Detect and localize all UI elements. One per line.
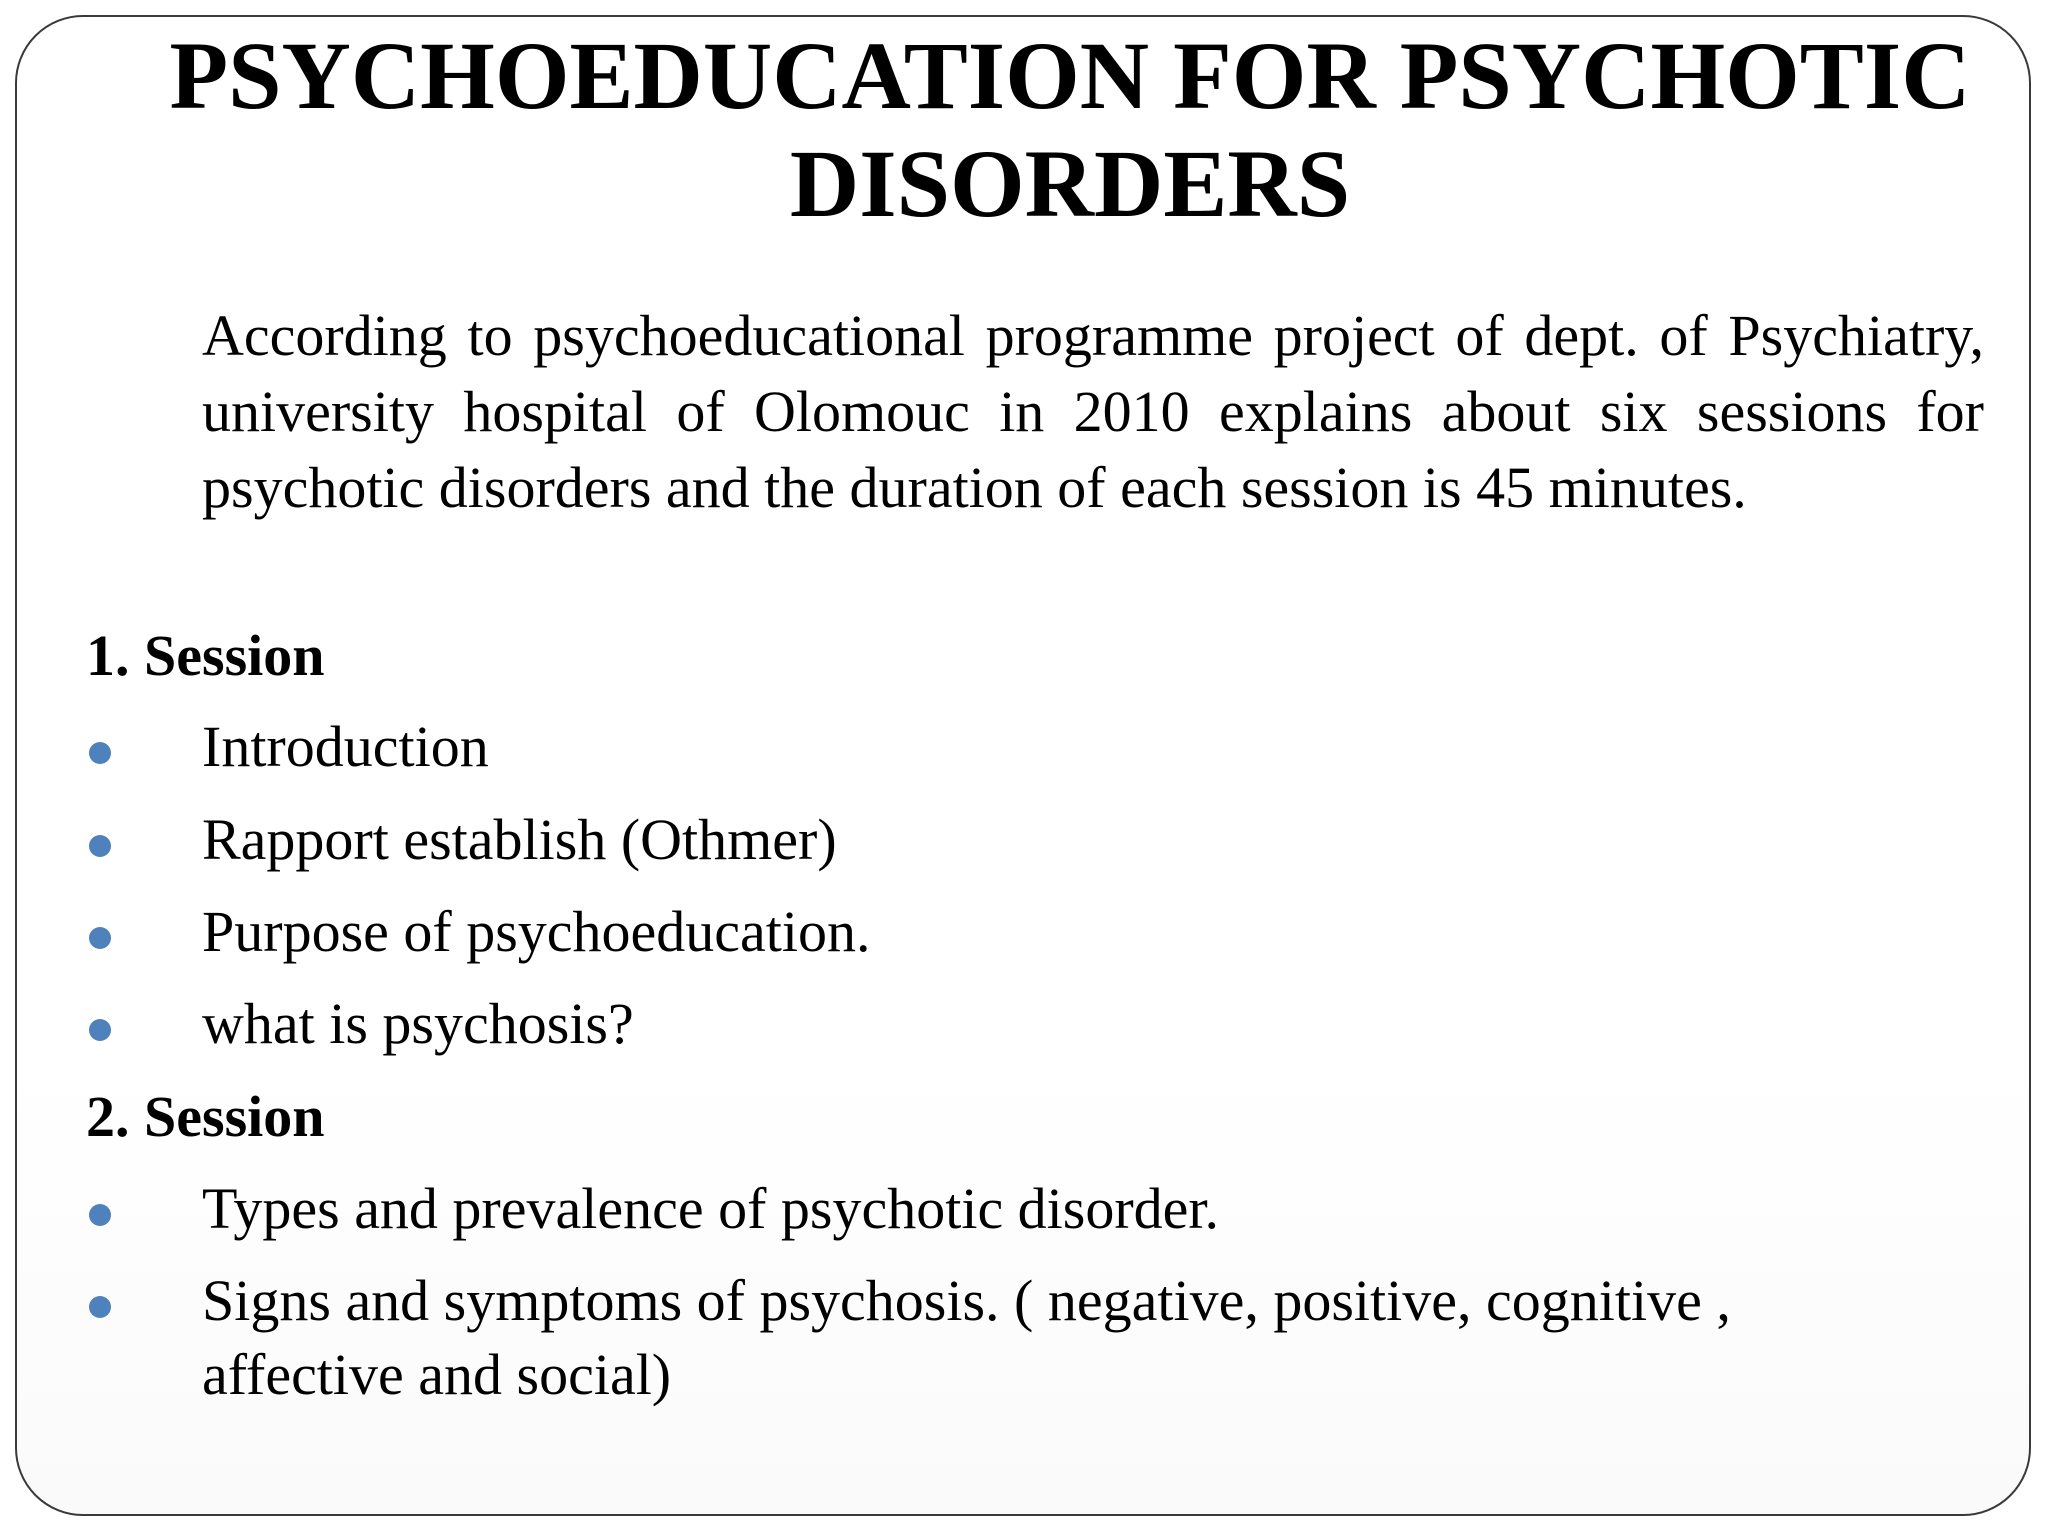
slide-title-line-1: PSYCHOEDUCATION FOR PSYCHOTIC (169, 22, 1971, 129)
bullet-icon (89, 835, 111, 857)
bullet-icon (89, 742, 111, 764)
list-item (0, 710, 2048, 790)
slide-title-line-2: DISORDERS (789, 130, 1351, 237)
list-item-text-line-2: affective and social) (202, 1342, 672, 1407)
list-item (0, 987, 2048, 1067)
list-item (0, 803, 2048, 883)
list-item-text-line-1: Signs and symptoms of psychosis. ( negative, positive, cognitive , (202, 1268, 1731, 1333)
slide-title (100, 22, 2040, 238)
list-item-text: Types and prevalence of psychotic disorder. (202, 1176, 1220, 1241)
session-1-heading: 1. Session (86, 623, 325, 688)
list-item (0, 1172, 2048, 1252)
list-item (0, 895, 2048, 975)
bullet-icon (89, 927, 111, 949)
list-item-text (202, 1264, 1902, 1412)
list-item-text: Purpose of psychoeducation. (202, 899, 871, 964)
list-item (0, 1264, 2048, 1424)
list-item-text: Rapport establish (Othmer) (202, 807, 837, 872)
list-item-text: Introduction (202, 714, 489, 779)
intro-paragraph: According to psychoeducational programme project of dept. of Psychiatry, university hospital of Olomouc in 2010 explains about six sessions for psychotic disorders and the duration of each session is 45 minutes. (202, 303, 1984, 520)
session-2-heading: 2. Session (86, 1084, 325, 1149)
bullet-icon (89, 1296, 111, 1318)
list-item-text: what is psychosis? (202, 991, 634, 1056)
bullet-icon (89, 1019, 111, 1041)
bullet-icon (89, 1204, 111, 1226)
